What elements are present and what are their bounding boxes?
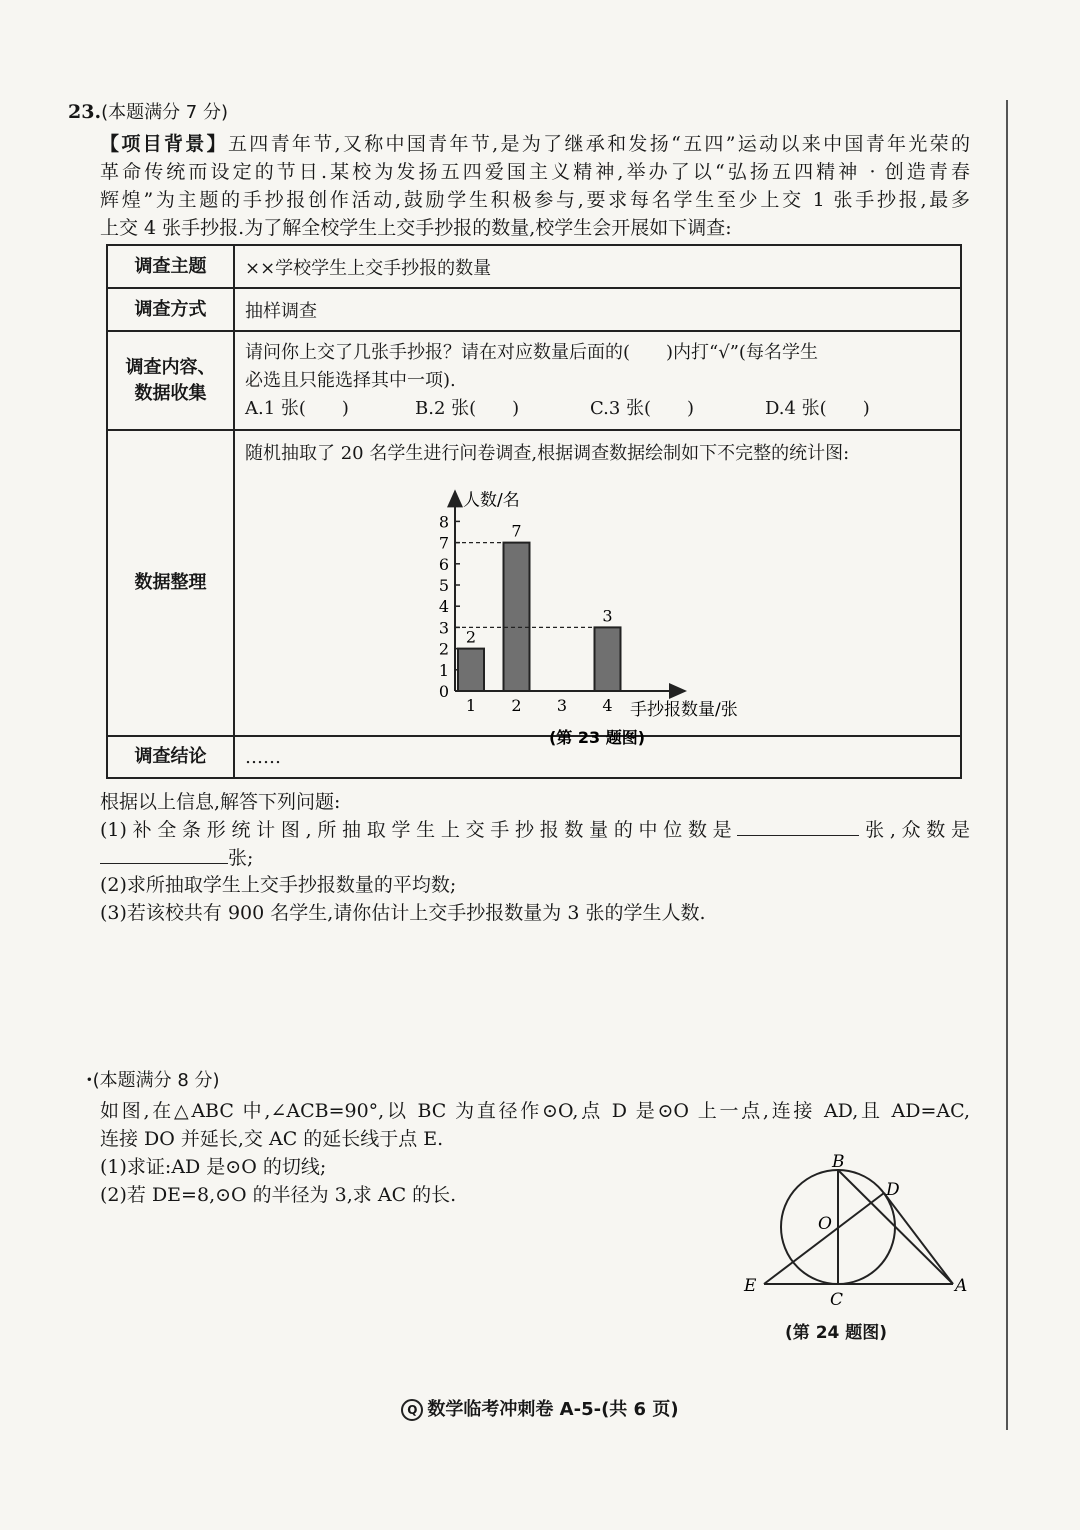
bar — [458, 649, 484, 691]
q23-bg-tag: 【项目背景】 — [100, 133, 228, 155]
q24-points: (本题满分 8 分) — [92, 1070, 220, 1091]
chart-caption: (第 23 题图) — [548, 728, 646, 747]
q23-part-1-unit: 张; — [228, 847, 254, 869]
q24-number: · — [86, 1069, 93, 1091]
logo-icon: Q — [401, 1399, 423, 1421]
x-tick-label: 2 — [511, 696, 522, 715]
bar-data-label: 3 — [602, 606, 613, 626]
q23-part-1-line-2 — [100, 843, 253, 872]
q24-line-1: 如图,在△ABC 中,∠ACB=90°,以 BC 为直径作⊙O,点 D 是⊙O 上一点,连接 AD,且 AD=AC, — [100, 1100, 970, 1122]
option-a: A.1 张( ) — [245, 397, 349, 419]
table-content-line-2: 必选且只能选择其中一项). — [245, 369, 456, 391]
label-a: A — [955, 1276, 968, 1296]
y-tick-label: 0 — [438, 682, 449, 701]
x-axis-label: 手抄报数量/张 — [630, 700, 738, 720]
chart-plot-area — [439, 490, 738, 747]
q23-bg-line-2: 革命传统而设定的节日.某校为发扬五四爱国主义精神,举办了以“弘扬五四精神 · 创造青春 — [100, 161, 970, 183]
label-o: O — [818, 1214, 832, 1234]
table-head-organize: 数据整理 — [107, 430, 234, 736]
q24-line-3: (1)求证:AD 是⊙O 的切线; — [100, 1156, 327, 1178]
q23-bg-line-3: 辉煌”为主题的手抄报创作活动,鼓励学生积极参与,要求每名学生至少上交 1 张手抄报,最多 — [100, 189, 970, 211]
table-head-topic: 调查主题 — [107, 245, 234, 288]
q23-number: 23. — [68, 101, 102, 123]
table-cell-method: 抽样调查 — [234, 288, 961, 331]
table-head-content-line-1: 调查内容、 — [125, 356, 216, 378]
y-tick-label: 1 — [438, 660, 449, 680]
table-head-conclusion: 调查结论 — [107, 736, 234, 778]
bar-chart — [385, 465, 985, 747]
y-tick-label: 5 — [438, 576, 449, 595]
q24-caption: (第 24 题图) — [785, 1323, 888, 1343]
label-b: B — [832, 1152, 845, 1172]
binding-margin-rule — [1006, 100, 1008, 1430]
bar — [595, 627, 621, 691]
answer-blank-mode[interactable] — [100, 843, 228, 864]
table-row — [107, 736, 961, 778]
q24-header — [86, 1066, 220, 1095]
survey-table — [106, 244, 962, 779]
q23-bg-line-4: 上交 4 张手抄报.为了解全校学生上交手抄报的数量,校学生会开展如下调查: — [100, 217, 732, 239]
q23-bg-line-1 — [100, 130, 970, 158]
table-cell-content — [234, 331, 961, 430]
table-cell-topic: ××学校学生上交手抄报的数量 — [234, 245, 961, 288]
option-c: C.3 张( ) — [590, 397, 695, 419]
label-c: C — [830, 1290, 844, 1310]
bar — [504, 543, 530, 691]
table-row — [107, 288, 961, 331]
y-axis-label: 人数/名 — [463, 490, 520, 511]
table-head-content — [107, 331, 234, 430]
q23-part-1-text: (1)补全条形统计图,所抽取学生上交手抄报数量的中位数是 — [100, 819, 738, 841]
q24-line-4: (2)若 DE=8,⊙O 的半径为 3,求 AC 的长. — [100, 1184, 457, 1206]
table-head-method: 调查方式 — [107, 288, 234, 331]
label-e: E — [744, 1276, 757, 1296]
option-d: D.4 张( ) — [765, 397, 870, 419]
y-tick-label: 3 — [438, 618, 449, 638]
table-organize-text: 随机抽取了 20 名学生进行问卷调查,根据调查数据绘制如下不完整的统计图: — [245, 443, 850, 464]
table-cell-conclusion: …… — [234, 736, 961, 778]
bar-data-label: 2 — [465, 627, 477, 647]
table-content-line-1: 请问你上交了几张手抄报？请在对应数量后面的( )内打“√”(每名学生 — [245, 341, 818, 363]
y-tick-label: 2 — [438, 639, 449, 659]
y-tick-label: 7 — [438, 533, 449, 553]
x-tick-label: 4 — [602, 696, 613, 715]
y-tick-label: 4 — [438, 597, 449, 617]
table-options — [245, 395, 950, 423]
q23-part-2: (2)求所抽取学生上交手抄报数量的平均数; — [100, 874, 457, 896]
table-row — [107, 430, 961, 736]
q23-part-1-mode: 张,众数是 — [859, 819, 970, 841]
x-tick-label: 1 — [465, 696, 477, 715]
table-cell-organize — [234, 430, 961, 747]
table-row — [107, 245, 961, 288]
q23-points: (本题满分 7 分) — [101, 102, 229, 123]
bar-data-label: 7 — [511, 521, 522, 541]
page-footer — [0, 1395, 1080, 1421]
y-tick-label: 6 — [438, 554, 449, 574]
q23-prompt: 根据以上信息,解答下列问题: — [100, 791, 341, 813]
table-head-content-line-2: 数据收集 — [134, 382, 207, 404]
geometry-figure — [740, 1145, 1000, 1345]
y-tick-label: 8 — [438, 512, 449, 532]
label-d: D — [886, 1180, 900, 1200]
q23-bg-text-1: 五四青年节,又称中国青年节,是为了继承和发扬“五四”运动以来中国青年光荣的 — [227, 133, 970, 155]
q23-header — [68, 98, 228, 127]
q24-line-2: 连接 DO 并延长,交 AC 的延长线于点 E. — [100, 1128, 444, 1150]
table-row — [107, 331, 961, 430]
x-tick-label: 3 — [556, 696, 568, 715]
footer-text: 数学临考冲刺卷 A-5-(共 6 页) — [427, 1399, 679, 1420]
q23-part-3: (3)若该校共有 900 名学生,请你估计上交手抄报数量为 3 张的学生人数. — [100, 902, 706, 924]
option-b: B.2 张( ) — [415, 397, 520, 419]
q23-part-1-line-1 — [100, 815, 970, 844]
answer-blank-median[interactable] — [737, 815, 859, 836]
